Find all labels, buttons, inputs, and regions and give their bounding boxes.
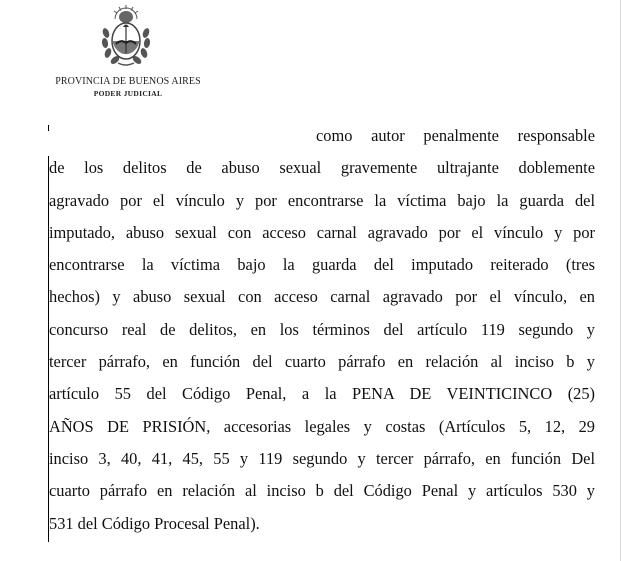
issuer-name: PROVINCIA DE BUENOS AIRES <box>55 76 201 87</box>
body-line: tercer párrafo, en función del cuarto párrafo en relación al inciso b y <box>49 352 595 372</box>
coat-of-arms-icon <box>100 3 152 67</box>
body-line: cuarto párrafo en relación al inciso b del Código Penal y artículos 530 y <box>49 481 595 501</box>
body-line: agravado por el vínculo y por encontrarse la víctima bajo la guarda del <box>49 190 595 210</box>
body-line: artículo 55 del Código Penal, a la PENA DE VEINTICINCO (25) <box>49 384 595 404</box>
body-line: de los delitos de abuso sexual gravemente ultrajante doblemente <box>49 158 595 178</box>
issuer-subtitle: PODER JUDICIAL <box>93 89 163 98</box>
body-line: 531 del Código Procesal Penal). <box>49 513 260 533</box>
body-line: AÑOS DE PRISIÓN, accesorias legales y costas (Artículos 5, 12, 29 <box>49 416 595 436</box>
body-line: hechos) y abuso sexual con acceso carnal agravado por el vínculo, en <box>49 287 595 307</box>
body-line: encontrarse la víctima bajo la guarda del imputado reiterado (tres <box>49 255 595 275</box>
document-body <box>49 120 595 540</box>
body-line: concurso real de delitos, en los términos del artículo 119 segundo y <box>49 319 595 339</box>
body-line: inciso 3, 40, 41, 45, 55 y 119 segundo y tercer párrafo, en función Del <box>49 448 595 468</box>
body-line: como autor penalmente responsable <box>316 126 595 145</box>
body-line: imputado, abuso sexual con acceso carnal agravado por el vínculo y por <box>49 222 595 242</box>
